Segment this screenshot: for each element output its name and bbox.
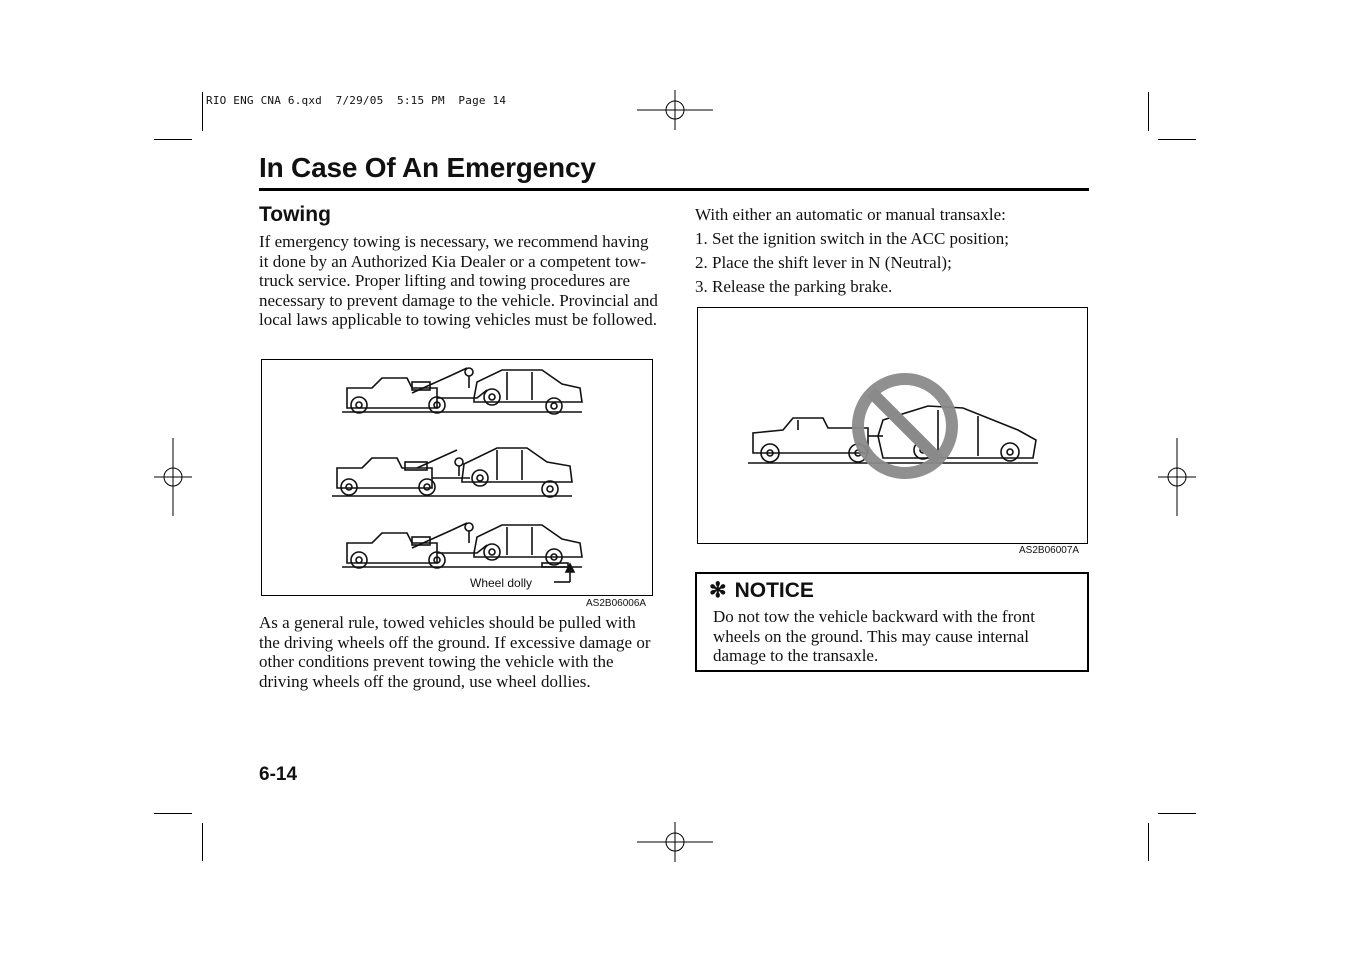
towing-intro-paragraph: If emergency towing is necessary, we recommend having it done by an Authorized Kia Dealer or a competent tow-truck service. Proper lifting and towing procedures are necessary to prevent damage to the vehicle. Provincial and local laws applicable to towing vehicles must be followed. [259, 232, 658, 329]
notice-box [695, 572, 1089, 672]
towing-steps-list [695, 227, 1009, 299]
transaxle-intro: With either an automatic or manual transaxle: [695, 205, 1006, 224]
tow-truck-illustrations [262, 360, 651, 594]
step-item: 2. Place the shift lever in N (Neutral); [695, 253, 952, 272]
towing-methods-figure [261, 359, 653, 596]
notice-heading [709, 578, 814, 603]
print-slug: RIO ENG CNA 6.qxd 7/29/05 5:15 PM Page 14 [206, 94, 507, 107]
figure-code-left: AS2B06006A [586, 598, 647, 609]
figure-code-right: AS2B06007A [1019, 545, 1080, 556]
step-item: 1. Set the ignition switch in the ACC position; [695, 229, 1010, 248]
title-rule [259, 188, 1089, 191]
improper-towing-figure [697, 307, 1088, 544]
notice-title: NOTICE [734, 579, 814, 602]
notice-text: Do not tow the vehicle backward with the front wheels on the ground. This may cause internal damage to the transaxle. [713, 607, 1035, 665]
prohibited-tow-illustration [698, 308, 1086, 542]
page-number: 6-14 [259, 764, 298, 785]
step-item: 3. Release the parking brake. [695, 277, 893, 296]
page-title: In Case Of An Emergency [259, 152, 596, 183]
tow-illustration-1 [342, 368, 582, 414]
general-rule-paragraph: As a general rule, towed vehicles should be pulled with the driving wheels off the ground. If excessive damage or other conditions prevent towing the vehicle with the driving wheels off the ground, use wheel dollies. [259, 613, 651, 691]
tow-illustration-3 [342, 523, 582, 568]
section-heading: Towing [259, 203, 331, 226]
tow-illustration-2 [332, 448, 572, 497]
notice-asterisk-icon: ✻ [709, 579, 727, 602]
wheel-dolly-label: Wheel dolly [470, 576, 533, 590]
